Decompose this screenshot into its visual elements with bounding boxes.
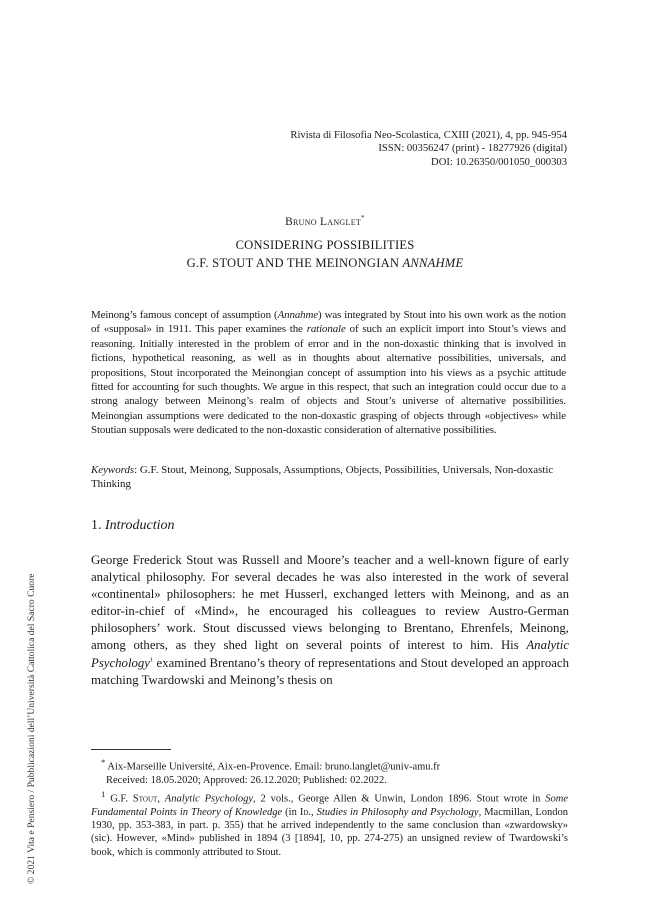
fn1-a: G.F. xyxy=(105,793,133,805)
paper-title xyxy=(0,236,650,272)
footnote-1-mark: 1 xyxy=(101,789,106,799)
footnote-ref-1[interactable]: 1 xyxy=(150,656,154,664)
footnote-author-affiliation: Aix-Marseille Université, Aix-en-Provence. Email: bruno.langlet@univ-amu.fr xyxy=(105,761,441,773)
fn1-i: ., xyxy=(308,806,317,818)
title-line-2 xyxy=(0,254,650,272)
journal-issn: ISSN: 00356247 (print) - 18277926 (digital) xyxy=(378,143,567,155)
abstract-s2: Annahme xyxy=(277,309,319,321)
author-name-text: Bruno Langlet xyxy=(285,215,362,228)
footnote-1 xyxy=(91,788,568,859)
fn1-f: Some Fundamental Points in Theory of Knowledge xyxy=(91,793,569,818)
title-line-2-prefix: G.F. STOUT AND THE MEINONGIAN xyxy=(186,256,403,270)
section-number: 1. xyxy=(91,518,105,533)
title-line-2-italic: ANNAHME xyxy=(402,256,464,270)
fn1-c: , xyxy=(157,793,165,805)
footnote-author-line-1 xyxy=(101,756,561,774)
keywords-label: Keywords xyxy=(91,464,135,476)
intro-p4: examined Brentano’s theory of representations and Stout developed an approach matching Twardowski and Meinong’s thesis on xyxy=(91,655,569,687)
author-name xyxy=(0,214,650,228)
footnote-author-dates: Received: 18.05.2020; Approved: 26.12.2020; Published: 02.2022. xyxy=(106,775,387,786)
fn1-e: , 2 vols., George Allen & Unwin, London 1896. Stout wrote in xyxy=(253,793,546,805)
abstract-s5: of such an explicit import into Stout’s views and reasoning. Initially interested in the problem of error and in the non-doxastic thinking that is involved in fictions, hypothetical reasoning, as well as in thoughts about alternative possibilities, universals, and propositions, Stout incorporated the Meinongian concept of assumption into his views as a psychic attitude fitted for accounting for such thoughts. We argue in this respect, that such an integration could occur due to a strong analogy between Meinong’s realm of objects and Stout’s universe of alternative possibilities. Meinongian assumptions were dedicated to the non-doxastic grasping of objects through «objectives» while Stoutian supposals were dedicated to the non-doxastic consideration of alternative possibilities. xyxy=(91,323,567,437)
fn1-j: Studies in Philosophy and Psychology xyxy=(316,806,479,818)
intro-p2: Analytic Psychology xyxy=(91,638,569,670)
footnote-author xyxy=(101,756,561,788)
journal-header xyxy=(167,129,567,169)
author-footnote-mark: * xyxy=(361,214,365,222)
keywords xyxy=(91,463,566,492)
fn1-d: Analytic Psychology xyxy=(164,793,254,805)
title-line-1: CONSIDERING POSSIBILITIES xyxy=(235,238,415,252)
footnote-author-mark: * xyxy=(101,757,106,767)
fn1-g: (in xyxy=(282,806,300,818)
side-copyright: © 2021 Vita e Pensiero / Pubblicazioni dell’Università Cattolica del Sacro Cuore xyxy=(26,573,37,884)
abstract-s4: rationale xyxy=(306,323,346,336)
section-heading xyxy=(91,518,174,534)
abstract-s1: Meinong’s famous concept of assumption ( xyxy=(91,309,278,321)
journal-citation: Rivista di Filosofia Neo-Scolastica, CXIII (2021), 4, pp. 945-954 xyxy=(290,130,567,141)
fn1-b: Stout xyxy=(132,793,158,805)
footnote-divider xyxy=(91,749,171,750)
keywords-text: : G.F. Stout, Meinong, Supposals, Assumptions, Objects, Possibilities, Universals, Non-doxastic Thinking xyxy=(91,464,554,491)
abstract-s3: ) was integrated by Stout into his own work as the notion of «supposal» in 1911. This paper examines the xyxy=(91,309,566,336)
section-title: Introduction xyxy=(105,518,175,533)
intro-paragraph xyxy=(91,552,569,689)
journal-doi: DOI: 10.26350/001050_000303 xyxy=(431,156,567,168)
abstract xyxy=(91,308,566,438)
fn1-k: , Macmillan, London 1930, pp. 353-383, in part. p. 355) that he arrived independently to the same conclusion than «zwardowsky» (sic). However, «Mind» published in 1894 (3 [1894], 10, pp. 274-275) an unsigned review of Twardowski’s book, which is commonly attributed to Stout. xyxy=(91,806,568,858)
intro-p1: George Frederick Stout was Russell and Moore’s teacher and a well-known figure of early analytical philosophy. For several decades he was also interested in the work of several «continental» philosophers: he met Husserl, exchanged letters with Meinong, and as an editor-in-chief of «Mind», he encouraged his colleagues to review Austro-German philosophers’ work. Stout discussed views belonging to Brentano, Ehrenfels, Meinong, among others, as they shed light on several points of interest to him. His xyxy=(91,553,569,653)
fn1-h: Id xyxy=(299,806,309,818)
